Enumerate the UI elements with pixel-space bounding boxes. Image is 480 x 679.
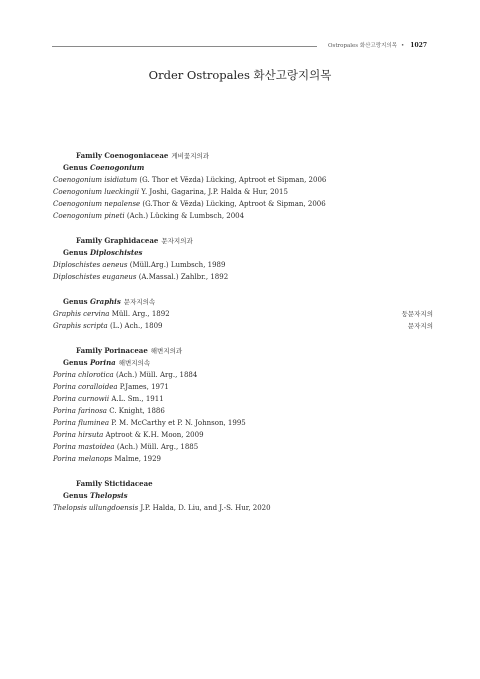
species-name: Graphis scripta: [53, 322, 108, 330]
genus-korean: 해변지의속: [118, 359, 151, 367]
species-authority: Aptroot & K.H. Moon, 2009: [105, 431, 204, 439]
genus-heading: [53, 296, 433, 308]
section-gap: [53, 465, 433, 478]
family-korean: 해변지의과: [150, 347, 183, 355]
species-authority: (G.Thor & Vězda) Lücking, Aptroot & Sipman, 2006: [142, 200, 326, 208]
genus-label: Genus: [63, 248, 88, 257]
species-korean-name: 둥문자지의: [401, 310, 433, 318]
species-authority: J.P. Halda, D. Liu, and J.-S. Hur, 2020: [140, 504, 271, 512]
species-authority: P.James, 1971: [119, 383, 169, 391]
species-name: Porina coralloidea: [53, 383, 118, 391]
header-text: [328, 41, 427, 49]
species-name: Porina chlorotica: [53, 371, 114, 379]
genus-label: Genus: [63, 358, 88, 367]
genus-name: Diploschistes: [90, 248, 143, 257]
page-number: 1027: [410, 42, 427, 49]
species-authority: C. Knight, 1886: [109, 407, 165, 415]
header-section: Ostropales 화산고랑지의목: [327, 43, 398, 49]
genus-label: Genus: [63, 163, 88, 172]
genus-heading: [53, 357, 433, 369]
species-name: Porina farinosa: [53, 407, 107, 415]
species-entry: [53, 210, 433, 222]
species-korean-name: 문자지의: [407, 322, 433, 330]
species-name: Porina hirsuta: [53, 431, 104, 439]
species-name: Coenogonium isidiatum: [53, 176, 138, 184]
section-gap: [53, 283, 433, 296]
page-title: Order Ostropales 화산고랑지의목: [148, 68, 332, 82]
species-entry: [53, 417, 433, 429]
species-name: Porina curnowii: [53, 395, 110, 403]
section-gap: [53, 222, 433, 235]
species-entry: [53, 259, 433, 271]
family-korean: 문자지의과: [161, 237, 193, 245]
species-entry: [53, 381, 433, 393]
running-header: [52, 41, 427, 53]
species-entry: [53, 186, 433, 198]
species-name: Porina mastoidea: [53, 443, 115, 451]
genus-heading: [53, 490, 433, 502]
family-name: Family Graphidaceae: [76, 236, 159, 245]
species-entry: [53, 502, 433, 514]
species-entry: [53, 174, 433, 186]
genus-name: Graphis: [90, 297, 121, 306]
species-authority: P. M. McCarthy et P. N. Johnson, 1995: [111, 419, 246, 427]
species-entry: [53, 429, 433, 441]
genus-korean: 문자지의속: [123, 298, 156, 306]
species-name: Diploschistes euganeus: [53, 273, 137, 281]
header-rule: [52, 46, 317, 47]
genus-name: Thelopsis: [90, 491, 128, 500]
family-name: Family Stictidaceae: [76, 479, 153, 488]
genus-heading: [53, 162, 433, 174]
species-authority: (A.Massal.) Zahlbr., 1892: [138, 273, 229, 281]
species-name: Porina melanops: [53, 455, 113, 463]
species-entry: [53, 441, 433, 453]
genus-name: Porina: [90, 358, 116, 367]
species-entry: [53, 308, 433, 320]
species-entry: [53, 320, 433, 332]
species-name: Coenogonium nepalense: [53, 200, 141, 208]
genus-name: Coenogonium: [90, 163, 145, 172]
species-name: Diploschistes aeneus: [53, 261, 128, 269]
species-authority: (L.) Ach., 1809: [109, 322, 163, 330]
family-heading: [53, 345, 433, 357]
species-entry: [53, 393, 433, 405]
family-name: Family Porinaceae: [76, 346, 148, 355]
species-authority: A.L. Sm., 1911: [111, 395, 164, 403]
species-authority: (Ach.) Lücking & Lumbsch, 2004: [126, 212, 245, 220]
family-heading: [53, 235, 433, 247]
genus-heading: [53, 247, 433, 259]
species-entry: [53, 271, 433, 283]
species-name: Porina fluminea: [53, 419, 110, 427]
family-heading: [53, 150, 433, 162]
genus-label: Genus: [63, 491, 88, 500]
species-entry: [53, 405, 433, 417]
species-name: Graphis cervina: [53, 310, 110, 318]
species-authority: (Müll.Arg.) Lumbsch, 1989: [129, 261, 226, 269]
family-name: Family Coenogoniaceae: [76, 151, 169, 160]
species-entry: [53, 198, 433, 210]
genus-label: Genus: [63, 297, 88, 306]
header-bullet: •: [401, 43, 405, 49]
species-authority: Müll. Arg., 1892: [111, 310, 170, 318]
species-authority: (G. Thor et Vězda) Lücking, Aptroot et Sipman, 2006: [139, 176, 327, 184]
species-authority: (Ach.) Müll. Arg., 1884: [115, 371, 198, 379]
species-name: Coenogonium pineti: [53, 212, 125, 220]
species-list: [53, 150, 433, 514]
family-korean: 게비꽃지의과: [171, 152, 210, 160]
species-entry: [53, 369, 433, 381]
family-heading: [53, 478, 433, 490]
species-authority: Y. Joshi, Gagarina, J.P. Halda & Hur, 2015: [141, 188, 288, 196]
species-authority: Malme, 1929: [114, 455, 161, 463]
species-authority: (Ach.) Müll. Arg., 1885: [116, 443, 199, 451]
species-name: Thelopsis ullungdoensis: [53, 504, 139, 512]
species-name: Coenogonium lueckingii: [53, 188, 140, 196]
species-entry: [53, 453, 433, 465]
section-gap: [53, 332, 433, 345]
